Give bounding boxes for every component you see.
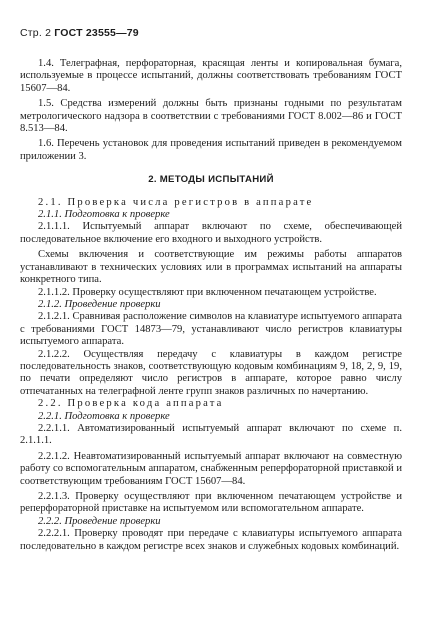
paragraph-2-2-1-1: 2.2.1.1. Автоматизированный испытуемый аппарат включают по схеме п. 2.1.1.1. bbox=[20, 422, 402, 447]
subsection-title-2-1: 2.1. Проверка числа регистров в аппарате bbox=[38, 196, 314, 208]
paragraph-1-5: 1.5. Средства измерений должны быть признаны годными по результатам метрологического надзора в соответствии с требованиями ГОСТ 8.002—86 и ГОСТ 8.513—84. bbox=[20, 98, 402, 135]
paragraph-2-2-1-2: 2.2.1.2. Неавтоматизированный испытуемый аппарат включают на совместную работу со вспомогательным аппаратом, снабженным реперфораторной приставкой и соответствующим требованиям ГОСТ 15607—84. bbox=[20, 450, 402, 487]
subheading-2-1-1: 2.1.1. Подготовка к проверке bbox=[38, 209, 170, 221]
document-body bbox=[20, 58, 402, 553]
subsection-title-2-2: 2.2. Проверка кода аппарата bbox=[38, 398, 224, 410]
standard-number: ГОСТ 23555—79 bbox=[54, 27, 139, 39]
paragraph-schemes: Схемы включения и соответствующие им режимы работы аппаратов устанавливают в технических условиях или в программах испытаний на аппараты конкретного типа. bbox=[20, 249, 402, 286]
paragraph-2-1-1-2: 2.1.1.2. Проверку осуществляют при включенном печатающем устройстве. bbox=[38, 286, 377, 298]
paragraph-2-1-2-2: 2.1.2.2. Осуществляя передачу с клавиатуры в каждом регистре последовательность знаков, соответствующую кодовым комбинациям 9, 18, 2, 9, 19, по печати определяют число регистров в аппарате, которое равно числу отпечатанных на телеграфной ленте групп знаков различных по начертанию. bbox=[20, 348, 402, 397]
paragraph-2-2-2-1: 2.2.2.1. Проверку проводят при передаче с клавиатуры испытуемого аппарата последовательно в каждом регистре всех знаков и служебных кодовых комбинаций. bbox=[20, 528, 402, 552]
paragraph-1-6: 1.6. Перечень установок для проведения испытаний приведен в рекомендуемом приложении 3. bbox=[20, 138, 402, 162]
subheading-2-1-2: 2.1.2. Проведение проверки bbox=[38, 298, 161, 310]
page-header bbox=[20, 27, 139, 39]
section-heading: 2. МЕТОДЫ ИСПЫТАНИЙ bbox=[148, 174, 274, 186]
subheading-2-2-2: 2.2.2. Проведение проверки bbox=[38, 515, 161, 527]
paragraph-1-4: 1.4. Телеграфная, перфораторная, красящая ленты и копировальная бумага, используемые в процессе испытаний, должны соответствовать требованиям ГОСТ 15607—84. bbox=[20, 58, 402, 94]
paragraph-2-2-1-3: 2.2.1.3. Проверку осуществляют при включенном печатающем устройстве и реперфораторной приставке на испытуемом или вспомогательном аппарате. bbox=[20, 491, 402, 515]
paragraph-2-1-2-1: 2.1.2.1. Сравнивая расположение символов на клавиатуре испытуемого аппарата с требованиями ГОСТ 14873—79, устанавливают число регистров клавиатуры испытуемого аппарата. bbox=[20, 311, 402, 348]
page-label: Стр. 2 bbox=[20, 27, 52, 39]
subheading-2-2-1: 2.2.1. Подготовка к проверке bbox=[38, 410, 170, 422]
paragraph-2-1-1-1: 2.1.1.1. Испытуемый аппарат включают по схеме, обеспечивающей последовательное включение его входного и выходного устройств. bbox=[20, 221, 402, 245]
